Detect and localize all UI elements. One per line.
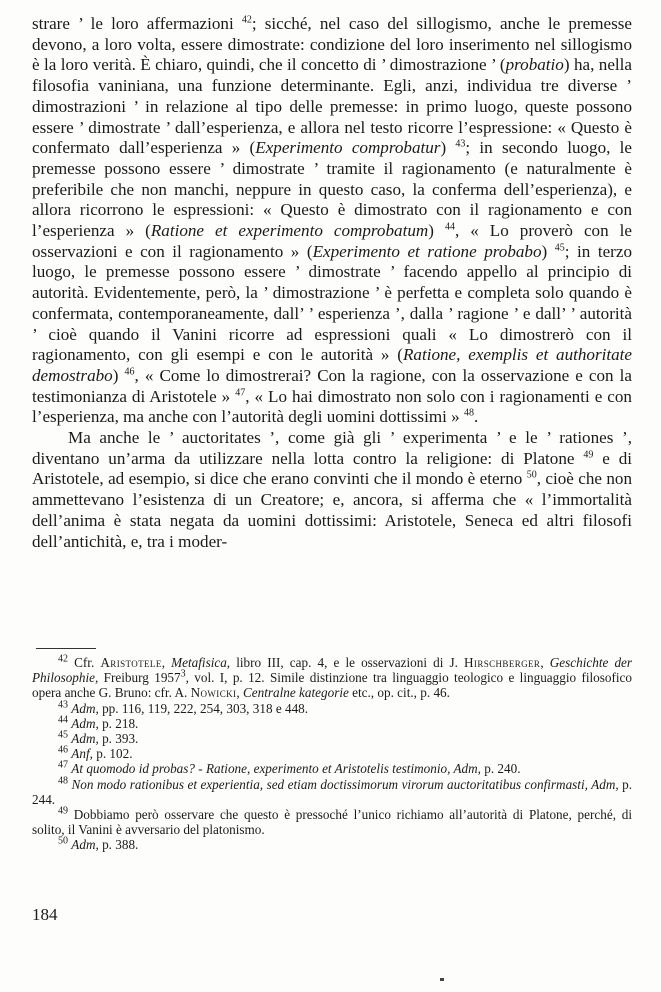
author-name: Nowicki xyxy=(190,685,237,701)
text-run: etc., op. cit., p. 46. xyxy=(348,685,450,701)
footnote-43 xyxy=(32,701,632,716)
footnote-50 xyxy=(32,837,632,852)
italic-text: At quomodo id probas? - Ratione, experimento et Aristotelis testimonio, Adm, xyxy=(71,761,481,777)
note-reference: 50 xyxy=(526,469,537,481)
note-reference: 44 xyxy=(444,221,455,233)
note-reference: 43 xyxy=(455,138,466,150)
note-reference: 42 xyxy=(241,14,252,26)
note-reference: 48 xyxy=(463,407,474,419)
text-run: , vol. I, p. 12. Simile distinzione tra linguaggio teologico e linguaggio filosofico opera anche G. Bruno: cfr. A. xyxy=(32,670,632,701)
footnote-44 xyxy=(32,716,632,731)
footnote-number: 44 xyxy=(58,714,68,726)
footnote-number: 48 xyxy=(58,775,68,787)
footnote-45 xyxy=(32,731,632,746)
footnote-number: 43 xyxy=(58,699,68,711)
note-reference: 3 xyxy=(180,668,186,680)
note-reference: 45 xyxy=(554,242,565,254)
text-run: , « Come lo dimostrerai? Con la ragione, con la osservazione e con la testimonianza di Aristotele » xyxy=(32,365,633,406)
text-run: strare ’ le loro affermazioni xyxy=(32,14,242,33)
text-run: ; sicché, nel caso del sillogismo, anche le premesse devono, a loro volta, essere dimostrate: condizione del loro inserimento nel sillogismo è la loro verità. È chiaro, quindi, che il concetto di ’ dimostrazione ’ ( xyxy=(32,14,632,75)
main-text xyxy=(32,14,632,552)
footnote-separator xyxy=(36,648,96,649)
text-run: Cfr. xyxy=(74,655,101,670)
italic-text: Adm, xyxy=(71,700,99,716)
text-run: ) xyxy=(428,221,445,241)
text-run: ) xyxy=(440,138,456,158)
italic-text: Centralne kategorie xyxy=(243,685,349,701)
note-reference: 49 xyxy=(583,449,594,461)
footnote-number: 47 xyxy=(58,760,68,772)
text-run: , « Lo hai dimostrato non solo con i ragionamenti e con l’esperienza, ma anche con l’autorità degli uomini dottissimi » xyxy=(32,386,632,427)
italic-text: Experimento et ratione probabo xyxy=(312,241,542,261)
note-reference: 47 xyxy=(235,386,246,398)
text-run: , xyxy=(236,685,243,701)
footnote-49 xyxy=(32,807,632,837)
italic-text: Metafisica, xyxy=(171,655,231,670)
footnotes xyxy=(32,655,632,853)
text-run: Dobbiamo però osservare che questo è pressoché l’unico richiamo all’autorità di Platone, perché, di solito, il Vanini è avversario del platonismo. xyxy=(32,807,633,838)
author-name: Aristotele xyxy=(100,655,162,670)
text-run: ; in terzo luogo, le premesse possono essere ’ dimostrate ’ facendo appello al principio di autorità. Evidentemente, però, la ’ dimostrazione ’ è perfetta e completa solo quando è confermata, contemporaneamente, dall’ ’ esperienza ’, dalla ’ ragione ’ e dall’ ’ autorità ’ cioè quando il Vanini ricorre ad espressioni quali « Lo dimostrerò con il ragionamento, con gli esempi e con le autorità » ( xyxy=(32,241,632,365)
text-run: , cioè che non ammettevano l’esistenza di un Creatore; e, ancora, si afferma che « l’immortalità dell’anima è stata negata da uomini dottissimi: Aristotele, Seneca ed altri filosofi dell’antichità, e, tra i moder- xyxy=(32,469,632,551)
body-paragraph-2 xyxy=(32,428,632,552)
text-run: p. 388. xyxy=(98,837,139,853)
text-run: p. 393. xyxy=(98,731,139,747)
author-name: Hirschberger xyxy=(464,655,541,670)
italic-text: Ratione, exemplis et authoritate demostrabo xyxy=(32,345,632,385)
footnote-number: 42 xyxy=(58,653,68,665)
italic-text: Ratione et experimento comprobatum xyxy=(150,221,429,241)
text-run: p. 102. xyxy=(92,746,133,762)
italic-text: Adm, xyxy=(71,731,99,747)
text-run: , « Lo proverò con le osservazioni e con il ragionamento » ( xyxy=(32,221,633,261)
scan-speck xyxy=(440,978,444,981)
text-run: , xyxy=(540,655,550,670)
text-run: p. 244. xyxy=(32,776,633,807)
italic-text: probatio xyxy=(505,55,564,75)
text-run: ) xyxy=(112,365,125,385)
footnote-number: 50 xyxy=(58,836,68,848)
text-run: pp. 116, 119, 222, 254, 303, 318 e 448. xyxy=(98,700,309,716)
footnote-48 xyxy=(32,777,632,807)
page-number: 184 xyxy=(32,905,58,924)
text-run: , xyxy=(161,655,172,670)
italic-text: Non modo rationibus et experientia, sed etiam doctissimorum virorum auctoritatibus confirmasti, Adm, xyxy=(71,776,619,792)
text-run: ) ha, nella filosofia vaniniana, una funzione determinante. Egli, anzi, individua tre diverse ’ dimostrazioni ’ in relazione al tipo delle premesse: in primo luogo, queste possono essere ’ dimostrate ’ dall’esperienza, e allora nel testo ricorre l’espressione: « Questo è confermato dall’esperienza » ( xyxy=(32,55,632,158)
body-paragraph-1 xyxy=(32,14,632,428)
footnote-46 xyxy=(32,746,632,761)
note-reference: 46 xyxy=(124,366,135,378)
italic-text: Experimento comprobatur xyxy=(255,138,441,158)
text-run: e di Aristotele, ad esempio, si dice che erano convinti che il mondo è eterno xyxy=(32,448,632,489)
footnote-42 xyxy=(32,655,632,701)
text-run: Freiburg 1957 xyxy=(98,670,181,686)
footnote-number: 49 xyxy=(58,805,68,817)
footnote-number: 46 xyxy=(58,744,68,756)
text-run: p. 240. xyxy=(480,761,521,777)
text-run: p. 218. xyxy=(98,715,139,731)
footnote-number: 45 xyxy=(58,729,68,741)
italic-text: Adm, xyxy=(71,715,99,731)
text-run: ; in secondo luogo, le premesse possono essere ’ dimostrate ’ tramite il ragionamento (e naturalmente è preferibile che non manchi, neppure in questo caso, la conferma dell’esperienza), e allora ricorrono le espressioni: « Questo è dimostrato con il ragionamento e con l’esperienza » ( xyxy=(32,138,632,241)
italic-text: Geschichte der Philosophie, xyxy=(32,655,633,686)
text-run: libro III, cap. 4, e le osservazioni di J. xyxy=(230,655,464,670)
text-run: ) xyxy=(541,241,555,261)
italic-text: Anf, xyxy=(71,746,93,762)
text-run: Ma anche le ’ auctoritates ’, come già gli ’ experimenta ’ e le ’ rationes ’, diventano un’arma da utilizzare nella lotta contro la religione: di Platone xyxy=(32,428,632,468)
footnote-47 xyxy=(32,761,632,776)
italic-text: Adm, xyxy=(71,837,99,853)
text-run: . xyxy=(473,407,479,427)
